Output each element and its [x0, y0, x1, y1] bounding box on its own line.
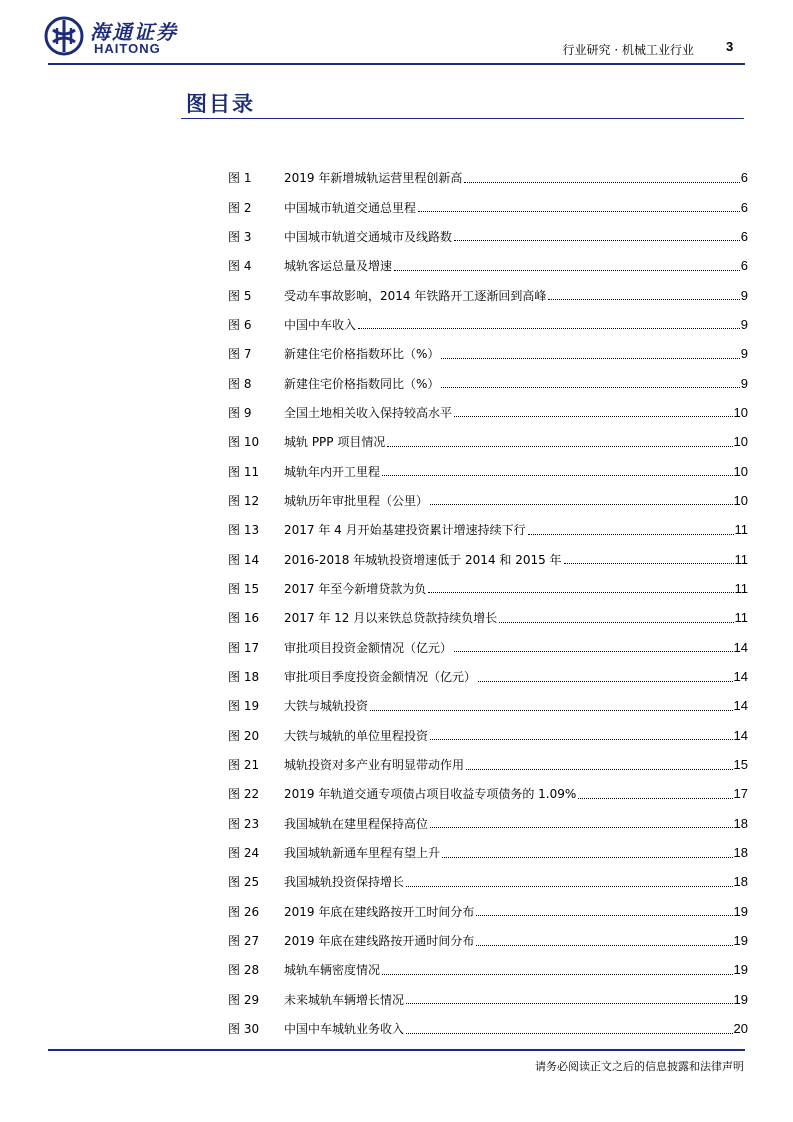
toc-figure-label: 图 5 [228, 288, 252, 303]
toc-figure-title: 2017 年 4 月开始基建投资累计增速持续下行 [284, 523, 526, 538]
toc-figure-label: 图 23 [228, 816, 260, 831]
toc-entry[interactable] [228, 222, 748, 251]
toc-page-number: 19 [733, 933, 748, 949]
toc-entry[interactable] [228, 339, 748, 368]
toc-page-number: 9 [740, 346, 748, 362]
toc-entry[interactable] [228, 691, 748, 720]
toc-page-number: 10 [733, 404, 748, 420]
toc-dot-leader [406, 1003, 733, 1004]
toc-figure-label: 图 18 [228, 670, 260, 685]
toc-figure-label: 图 9 [228, 405, 252, 420]
toc-figure-label: 图 1 [228, 171, 252, 186]
toc-figure-label: 图 30 [228, 1022, 260, 1037]
toc-page-number: 14 [733, 669, 748, 685]
toc-dot-leader [454, 240, 740, 241]
toc-entry[interactable] [228, 486, 748, 515]
toc-dot-leader [382, 974, 733, 975]
toc-entry[interactable] [228, 544, 748, 573]
toc-page-number: 19 [733, 962, 748, 978]
toc-dot-leader [370, 710, 733, 711]
toc-entry[interactable] [228, 633, 748, 662]
toc-page-number: 11 [734, 522, 748, 538]
toc-figure-title: 2017 年 12 月以来铁总贷款持续负增长 [284, 611, 498, 626]
toc-entry[interactable] [228, 750, 748, 779]
toc-figure-label: 图 6 [228, 317, 252, 332]
toc-figure-title: 城轨客运总量及增速 [284, 259, 393, 274]
toc-dot-leader [406, 1033, 733, 1034]
toc-figure-title: 2019 年新增城轨运营里程创新高 [284, 171, 463, 186]
toc-figure-title: 我国城轨在建里程保持高位 [284, 816, 429, 831]
toc-dot-leader [466, 769, 733, 770]
footer-divider [48, 1049, 745, 1051]
toc-figure-title: 审批项目投资金额情况（亿元） [284, 640, 453, 655]
toc-dot-leader [442, 857, 733, 858]
toc-figure-label: 图 4 [228, 259, 252, 274]
toc-entry[interactable] [228, 398, 748, 427]
toc-figure-title: 全国土地相关收入保持较高水平 [284, 405, 453, 420]
toc-entry[interactable] [228, 280, 748, 309]
toc-figure-label: 图 12 [228, 493, 260, 508]
toc-dot-leader [499, 622, 733, 623]
toc-dot-leader [430, 739, 733, 740]
toc-figure-label: 图 28 [228, 963, 260, 978]
toc-entry[interactable] [228, 310, 748, 339]
toc-entry[interactable] [228, 809, 748, 838]
toc-figure-title: 2017 年至今新增贷款为负 [284, 581, 427, 596]
page-number: 3 [726, 39, 734, 54]
toc-entry[interactable] [228, 427, 748, 456]
toc-entry[interactable] [228, 897, 748, 926]
toc-entry[interactable] [228, 779, 748, 808]
haitong-logo-icon [44, 16, 84, 56]
toc-figure-title: 中国中车收入 [284, 317, 357, 332]
toc-figure-label: 图 10 [228, 435, 260, 450]
toc-page-number: 9 [740, 287, 748, 303]
toc-dot-leader [430, 827, 733, 828]
toc-entry[interactable] [228, 926, 748, 955]
toc-page-number: 14 [733, 727, 748, 743]
toc-figure-label: 图 26 [228, 904, 260, 919]
toc-page-number: 18 [733, 874, 748, 890]
toc-page-number: 11 [734, 580, 748, 596]
toc-entry[interactable] [228, 163, 748, 192]
toc-entry[interactable] [228, 1014, 748, 1043]
toc-figure-title: 我国城轨新通车里程有望上升 [284, 846, 441, 861]
toc-figure-title: 新建住宅价格指数同比（%） [284, 376, 440, 391]
toc-figure-label: 图 8 [228, 376, 252, 391]
toc-dot-leader [528, 534, 734, 535]
toc-figure-title: 未来城轨车辆增长情况 [284, 992, 405, 1007]
page-title: 图目录 [186, 92, 255, 116]
toc-figure-label: 图 17 [228, 640, 260, 655]
toc-figure-title: 城轨投资对多产业有明显带动作用 [284, 758, 465, 773]
toc-page-number: 9 [740, 375, 748, 391]
toc-entry[interactable] [228, 662, 748, 691]
toc-page-number: 10 [733, 463, 748, 479]
toc-page-number: 18 [733, 845, 748, 861]
toc-page-number: 6 [740, 170, 748, 186]
toc-page-number: 10 [733, 492, 748, 508]
toc-figure-title: 2019 年底在建线路按开通时间分布 [284, 934, 475, 949]
toc-figure-label: 图 16 [228, 611, 260, 626]
toc-figure-label: 图 3 [228, 229, 252, 244]
toc-figure-label: 图 14 [228, 552, 260, 567]
toc-dot-leader [548, 299, 739, 300]
toc-page-number: 18 [733, 815, 748, 831]
toc-dot-leader [578, 798, 732, 799]
toc-figure-label: 图 19 [228, 699, 260, 714]
header-divider [48, 63, 745, 65]
toc-page-number: 17 [733, 786, 748, 802]
toc-dot-leader [441, 387, 739, 388]
toc-dot-leader [428, 592, 733, 593]
toc-dot-leader [406, 886, 733, 887]
toc-figure-title: 中国城市轨道交通总里程 [284, 200, 417, 215]
toc-entry[interactable] [228, 955, 748, 984]
toc-entry[interactable] [228, 985, 748, 1014]
toc-dot-leader [476, 945, 732, 946]
toc-entry[interactable] [228, 368, 748, 397]
toc-figure-title: 中国城市轨道交通城市及线路数 [284, 229, 453, 244]
toc-page-number: 6 [740, 258, 748, 274]
logo-english-name: HAITONG [94, 41, 161, 56]
toc-dot-leader [454, 416, 733, 417]
toc-dot-leader [564, 563, 734, 564]
toc-page-number: 20 [733, 1021, 748, 1037]
figure-list [228, 163, 748, 1043]
toc-entry[interactable] [228, 603, 748, 632]
toc-figure-title: 2019 年底在建线路按开工时间分布 [284, 904, 475, 919]
toc-figure-label: 图 22 [228, 787, 260, 802]
toc-dot-leader [430, 504, 733, 505]
toc-figure-label: 图 7 [228, 347, 252, 362]
toc-dot-leader [464, 182, 739, 183]
toc-figure-label: 图 24 [228, 846, 260, 861]
toc-figure-title: 2016-2018 年城轨投资增速低于 2014 和 2015 年 [284, 552, 562, 567]
toc-entry[interactable] [228, 721, 748, 750]
toc-figure-label: 图 15 [228, 581, 260, 596]
title-divider [181, 118, 744, 119]
toc-page-number: 6 [740, 199, 748, 215]
toc-page-number: 9 [740, 316, 748, 332]
toc-entry[interactable] [228, 574, 748, 603]
toc-figure-label: 图 13 [228, 523, 260, 538]
toc-dot-leader [478, 681, 733, 682]
toc-figure-label: 图 25 [228, 875, 260, 890]
toc-dot-leader [454, 651, 733, 652]
toc-figure-title: 中国中车城轨业务收入 [284, 1022, 405, 1037]
toc-page-number: 11 [734, 610, 748, 626]
toc-entry[interactable] [228, 838, 748, 867]
toc-dot-leader [441, 358, 739, 359]
toc-dot-leader [476, 915, 732, 916]
toc-figure-label: 图 21 [228, 758, 260, 773]
toc-figure-title: 城轨 PPP 项目情况 [284, 435, 386, 450]
toc-dot-leader [382, 475, 733, 476]
toc-figure-title: 城轨历年审批里程（公里） [284, 493, 429, 508]
toc-figure-label: 图 29 [228, 992, 260, 1007]
logo-chinese-name: 海通证券 [90, 20, 178, 44]
toc-dot-leader [394, 270, 740, 271]
header-subtitle: 行业研究 · 机械工业行业 [562, 43, 694, 57]
toc-figure-title: 城轨年内开工里程 [284, 464, 381, 479]
toc-figure-label: 图 20 [228, 728, 260, 743]
toc-figure-title: 审批项目季度投资金额情况（亿元） [284, 670, 477, 685]
toc-figure-title: 大铁与城轨投资 [284, 699, 369, 714]
toc-page-number: 10 [733, 434, 748, 450]
toc-page-number: 15 [733, 757, 748, 773]
toc-figure-label: 图 27 [228, 934, 260, 949]
toc-page-number: 14 [733, 639, 748, 655]
haitong-logo [44, 16, 194, 60]
toc-entry[interactable] [228, 515, 748, 544]
toc-dot-leader [358, 328, 740, 329]
toc-entry[interactable] [228, 456, 748, 485]
toc-entry[interactable] [228, 251, 748, 280]
toc-entry[interactable] [228, 867, 748, 896]
toc-entry[interactable] [228, 192, 748, 221]
toc-page-number: 6 [740, 228, 748, 244]
footer-disclaimer: 请务必阅读正文之后的信息披露和法律声明 [535, 1060, 744, 1073]
toc-dot-leader [387, 446, 732, 447]
toc-dot-leader [418, 211, 740, 212]
page-header [0, 0, 793, 70]
toc-page-number: 14 [733, 698, 748, 714]
toc-figure-title: 城轨车辆密度情况 [284, 963, 381, 978]
toc-page-number: 19 [733, 991, 748, 1007]
toc-figure-title: 受动车事故影响，2014 年铁路开工逐渐回到高峰 [284, 288, 547, 303]
toc-figure-title: 2019 年轨道交通专项债占项目收益专项债务的 1.09% [284, 787, 577, 802]
toc-figure-label: 图 2 [228, 200, 252, 215]
toc-figure-title: 新建住宅价格指数环比（%） [284, 347, 440, 362]
toc-page-number: 19 [733, 903, 748, 919]
toc-figure-label: 图 11 [228, 464, 260, 479]
toc-figure-title: 大铁与城轨的单位里程投资 [284, 728, 429, 743]
toc-page-number: 11 [734, 551, 748, 567]
toc-figure-title: 我国城轨投资保持增长 [284, 875, 405, 890]
